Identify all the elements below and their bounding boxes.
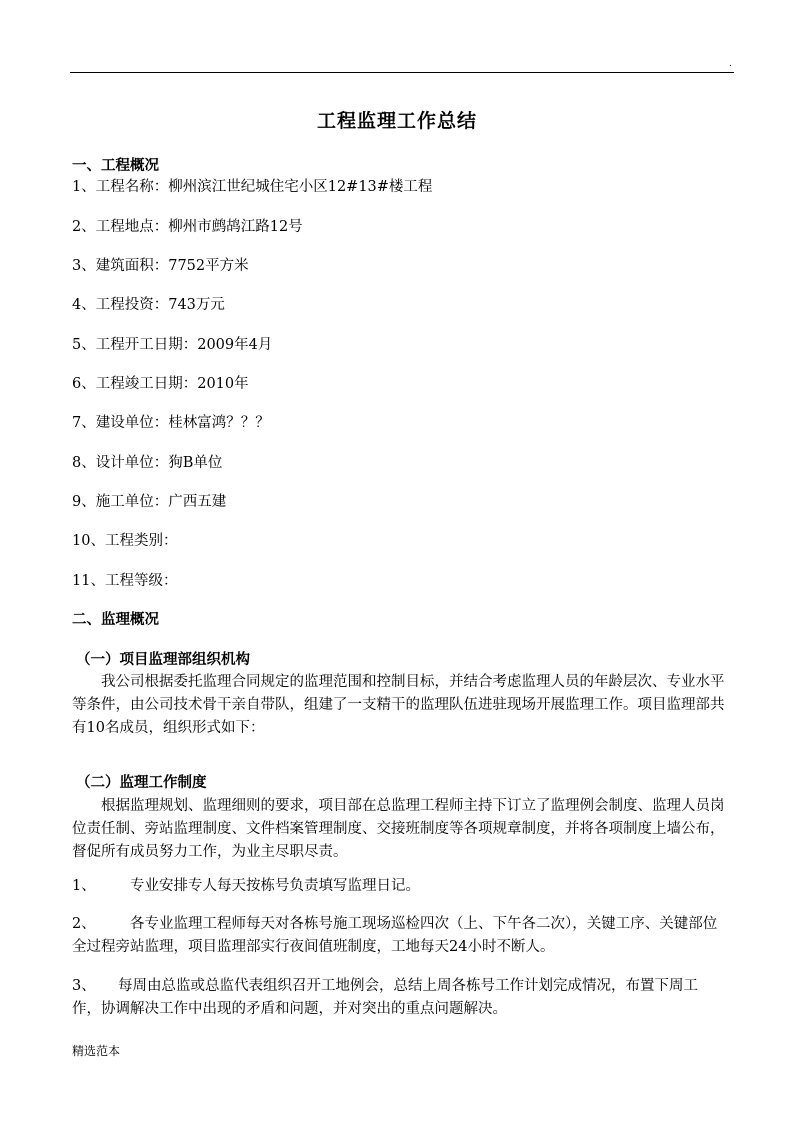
overview-item: 6、工程竣工日期：2010年 [72, 376, 249, 392]
footer-label: 精选范本 [72, 1044, 121, 1058]
header-rule [70, 72, 734, 73]
overview-item: 11、工程等级： [72, 573, 178, 589]
overview-item: 5、工程开工日期：2009年4月 [72, 337, 273, 353]
rules-paragraph: 根据监理规划、监理细则的要求，项目部在总监理工程师主持下订立了监理例会制度、监理人员岗位责任制、旁站监理制度、文件档案管理制度、交接班制度等各项规章制度，并将各项制度上墙公布，督促所有成员努力工作，为业主尽职尽责。 [72, 798, 725, 860]
rule-item-number: 2、 [72, 916, 96, 932]
overview-item: 10、工程类别： [72, 533, 178, 549]
overview-item: 8、设计单位：狗B单位 [72, 455, 223, 471]
header-dot: . [729, 59, 732, 69]
document-title: 工程监理工作总结 [316, 110, 477, 132]
rule-item-text: 专业安排专人每天按栋号负责填写监理日记。 [130, 878, 420, 894]
section-heading-supervision: 二、监理概况 [72, 612, 159, 628]
rule-item [72, 975, 726, 1021]
overview-item: 1、工程名称：柳州滨江世纪城住宅小区12#13#楼工程 [72, 179, 433, 195]
section-heading-overview: 一、工程概况 [72, 158, 159, 174]
rule-item-number: 3、 [72, 978, 96, 994]
overview-item: 3、建筑面积：7752平方米 [72, 258, 249, 274]
rule-item-text: 每周由总监或总监代表组织召开工地例会，总结上周各栋号工作计划完成情况，布置下周工作，协调解决工作中出现的矛盾和问题，并对突出的重点问题解决。 [72, 978, 698, 1017]
overview-item: 9、施工单位：广西五建 [72, 494, 227, 510]
subsection-heading-organization: （一）项目监理部组织机构 [76, 652, 250, 668]
organization-paragraph: 我公司根据委托监理合同规定的监理范围和控制目标，并结合考虑监理人员的年龄层次、专业水平等条件，由公司技术骨干亲自带队，组建了一支精干的监理队伍进驻现场开展监理工作。项目监理部共有10名成员，组织形式如下： [72, 674, 725, 736]
rule-item [72, 875, 726, 898]
subsection-heading-rules: （二）监理工作制度 [76, 775, 207, 791]
rule-item [72, 913, 726, 959]
rule-item-number: 1、 [72, 878, 96, 894]
overview-item: 2、工程地点：柳州市鹧鸪江路12号 [72, 219, 303, 235]
overview-item: 4、工程投资：743万元 [72, 297, 225, 313]
overview-item: 7、建设单位：桂林富鸿？？？ [72, 415, 270, 431]
rule-item-text: 各专业监理工程师每天对各栋号施工现场巡检四次（上、下午各二次），关键工序、关键部位全过程旁站监理，项目监理部实行夜间值班制度，工地每天24小时不断人。 [72, 916, 718, 955]
